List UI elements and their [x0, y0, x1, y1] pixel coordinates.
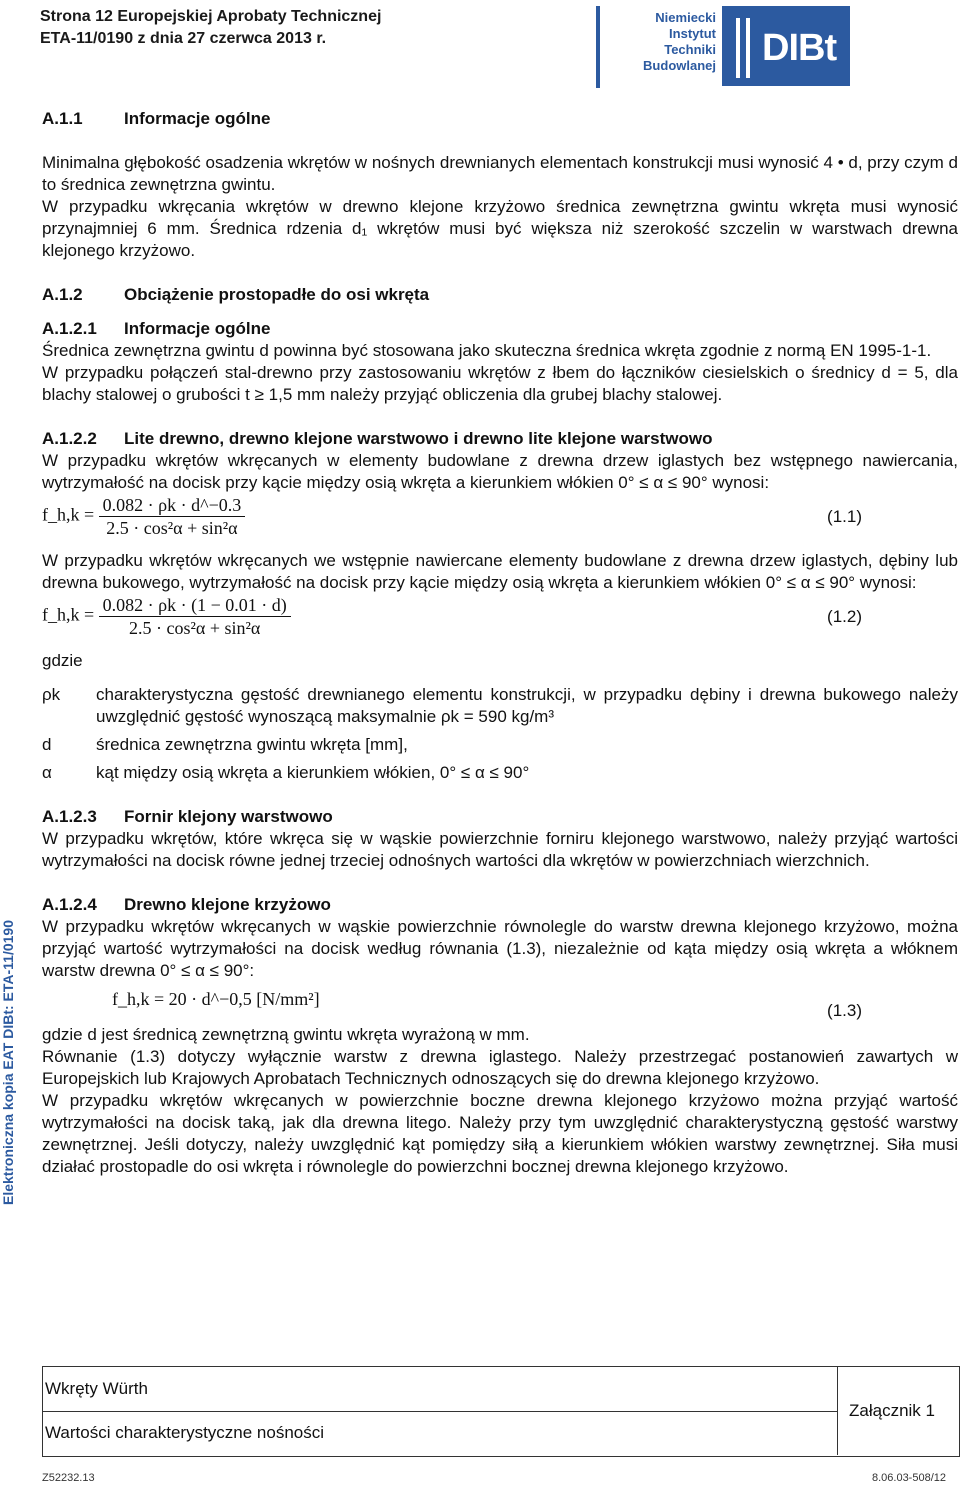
paragraph: W przypadku wkręcania wkrętów w drewno klejone krzyżowo średnica zewnętrzna gwintu wkręta musi wynosić przynajmniej 6 mm. Średnica rdzenia d₁ wkrętów musi być większa niż szerokość szczelin w warstwach drewna klejonego krzyżowo.: [42, 197, 958, 260]
page-header: [40, 6, 381, 50]
paragraph: W przypadku wkrętów wkręcanych w elementy budowlane z drewna drzew iglastych bez wstępnego nawiercania, wytrzymałość na docisk przy kącie między osią wkręta a kierunkiem włókien 0° ≤ α ≤ 90° wynosi:: [42, 451, 958, 492]
formula-expression: [42, 594, 291, 639]
section-heading: [42, 894, 958, 916]
section-heading: [42, 284, 958, 306]
paragraph: W przypadku wkrętów, które wkręca się w wąskie powierzchnie forniru klejonego warstwowo, należy przyjąć wartości wytrzymałości na docisk równe jednej trzeciej odnośnych wartości dla wkrętów w powierzchniach wierzchnich.: [42, 829, 958, 870]
paragraph: Minimalna głębokość osadzenia wkrętów w nośnych drewnianych elementach konstrukcji musi wynosić 4 • d, przy czym d to średnica zewnętrzna gwintu.: [42, 153, 958, 194]
logo-text: DIBt: [762, 27, 837, 69]
footer-product: Wkręty Würth: [45, 1379, 148, 1398]
definition-text: charakterystyczna gęstość drewnianego elementu konstrukcji, w przypadku dębiny i drewna bukowego należy uwzględnić gęstość wynoszącą maksymalnie ρk = 590 kg/m³: [96, 685, 958, 726]
footer-box: [42, 1366, 960, 1457]
section-number: A.1.2.4: [42, 895, 97, 914]
paragraph: W przypadku wkrętów wkręcanych w powierzchnie boczne drewna klejonego krzyżowo można przyjąć wartość wytrzymałości na docisk taką, jak dla drewna litego. Należy przy tym uwzględnić charakterystyczną gęstość warstwy zewnętrznej. Jeśli dotyczy, należy uwzględnić kąt pomiędzy siłą a kierunkiem włókien warstwy zewnętrznej. Siła musi działać prostopadle do osi wkręta i równolegle do powierzchni bocznej drewna klejonego krzyżowo.: [42, 1091, 958, 1176]
footer-annex: Załącznik 1: [849, 1401, 935, 1420]
gdzie-label: gdzie: [42, 651, 83, 670]
section-number: A.1.2.1: [42, 319, 97, 338]
definition-text: kąt między osią wkręta a kierunkiem włókien, 0° ≤ α ≤ 90°: [96, 763, 530, 782]
section-number: A.1.1: [42, 109, 83, 128]
section-heading: [42, 108, 958, 130]
footer-subject: Wartości charakterystyczne nośności: [45, 1423, 325, 1442]
section-number: A.1.2: [42, 285, 83, 304]
paragraph: W przypadku wkrętów wkręcanych w wąskie powierzchnie równolegle do warstw drewna klejonego krzyżowo, można przyjąć wartość wytrzymałości na docisk według równania (1.3), niezależnie od kąta między osią wkręta a włóknem warstw drewna 0° ≤ α ≤ 90°:: [42, 917, 958, 980]
section-title: Informacje ogólne: [124, 319, 271, 338]
definition-alpha: [42, 762, 958, 784]
definition-rho: [42, 684, 958, 728]
formula-expression: [42, 494, 245, 539]
paragraph: gdzie d jest średnicą zewnętrzną gwintu wkręta wyrażoną w mm.: [42, 1025, 530, 1044]
formula-denominator: 2.5 · cos²α + sin²α: [106, 518, 238, 538]
section-title: Lite drewno, drewno klejone warstwowo i drewno lite klejone warstwowo: [124, 429, 713, 448]
formula-denominator: 2.5 · cos²α + sin²α: [129, 618, 261, 638]
formula-lhs: f_h,k =: [42, 504, 95, 525]
definition-text: średnica zewnętrzna gwintu wkręta [mm],: [96, 735, 408, 754]
logo-bar: [746, 18, 750, 78]
section-title: Fornir klejony warstwowo: [124, 807, 333, 826]
institute-line: Budowlanej: [643, 58, 716, 73]
definition-symbol: α: [42, 763, 52, 782]
section-heading: [42, 428, 958, 450]
paragraph: W przypadku połączeń stal-drewno przy zastosowaniu wkrętów z łbem do łączników ciesielskich o średnicy d = 5, dla blachy stalowej o grubości t ≥ 1,5 mm należy przyjąć obliczenia dla grubej blachy stalowej.: [42, 363, 958, 404]
footer-row: [43, 1367, 838, 1412]
formula-fraction: [99, 594, 291, 639]
section-heading: [42, 806, 958, 828]
institute-line: Niemiecki: [655, 10, 716, 25]
footer-code-left: Z52232.13: [42, 1472, 95, 1484]
equation-number: (1.2): [827, 607, 862, 626]
section-title: Informacje ogólne: [124, 109, 271, 128]
section-heading: [42, 318, 958, 340]
paragraph: W przypadku wkrętów wkręcanych we wstępnie nawiercane elementy budowlane z drewna drzew iglastych, dębiny lub drewna bukowego, wytrzymałość na docisk przy kącie między osią wkręta a kierunkiem włókien 0° ≤ α ≤ 90° wynosi:: [42, 551, 958, 592]
institute-line: Instytut: [669, 26, 716, 41]
section-number: A.1.2.2: [42, 429, 97, 448]
document-body: [42, 108, 958, 1178]
definition-symbol: d: [42, 735, 52, 754]
equation-number: (1.1): [827, 507, 862, 526]
formula-1-1: [42, 494, 958, 550]
dibt-logo: [722, 6, 850, 86]
section-title: Obciążenie prostopadłe do osi wkręta: [124, 285, 430, 304]
section-number: A.1.2.3: [42, 807, 97, 826]
footer-code-right: 8.06.03-508/12: [871, 1472, 946, 1484]
formula-numerator: 0.082 · ρk · (1 − 0.01 · d): [99, 594, 291, 617]
footer-row: [43, 1411, 838, 1455]
institute-name: [612, 10, 716, 74]
formula-expression: f_h,k = 20 · d^−0,5 [N/mm²]: [112, 989, 320, 1009]
equation-number: (1.3): [827, 1001, 862, 1020]
formula-lhs: f_h,k =: [42, 604, 95, 625]
definition-symbol: ρk: [42, 685, 61, 704]
formula-numerator: 0.082 · ρk · d^−0.3: [99, 494, 246, 517]
formula-fraction: [99, 494, 246, 539]
header-line-2: ETA-11/0190 z dnia 27 czerwca 2013 r.: [40, 30, 327, 47]
definition-d: [42, 734, 958, 756]
logo-bar: [736, 18, 740, 78]
formula-1-3: [42, 982, 958, 1024]
side-watermark: [0, 905, 20, 1205]
formula-1-2: [42, 594, 958, 650]
paragraph: Równanie (1.3) dotyczy wyłącznie warstw z drewna iglastego. Należy przestrzegać postanowień zawartych w Europejskich lub Krajowych Aprobatach Technicznych odnoszących się do drewna klejonego krzyżowo.: [42, 1047, 958, 1088]
header-line-1: Strona 12 Europejskiej Aprobaty Technicznej: [40, 8, 382, 25]
institute-line: Techniki: [664, 42, 716, 57]
side-watermark-text: Elektroniczna kopia EAT DIBt: ETA-11/0190: [0, 919, 16, 1205]
header-divider: [596, 6, 600, 88]
paragraph: Średnica zewnętrzna gwintu d powinna być stosowana jako skuteczna średnica wkręta zgodnie z normą EN 1995-1-1.: [42, 341, 932, 360]
section-title: Drewno klejone krzyżowo: [124, 895, 331, 914]
